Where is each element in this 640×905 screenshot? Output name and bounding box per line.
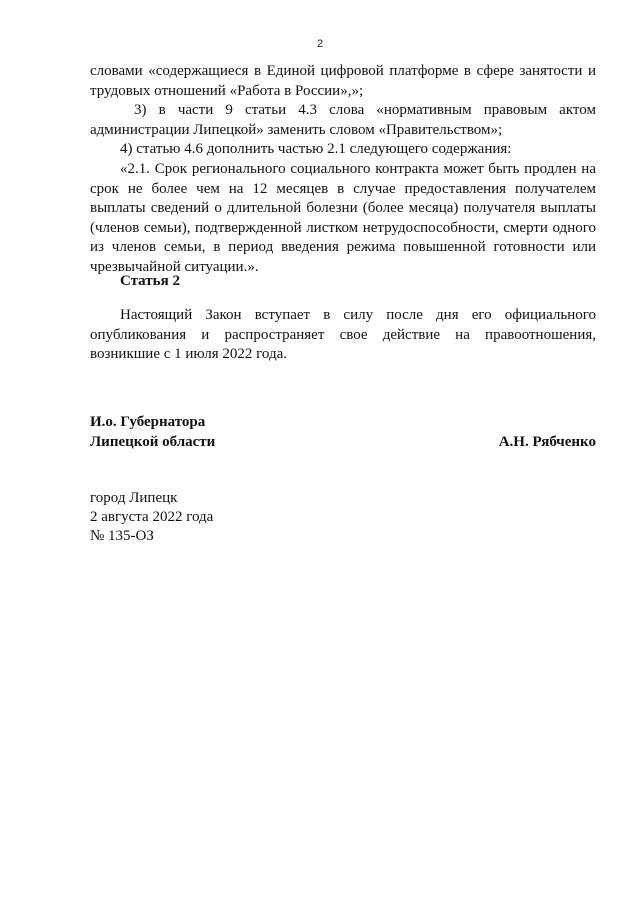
document-footer (90, 489, 213, 546)
amendment-paragraph-2: 3) в части 9 статьи 4.3 слова «нормативным правовым актом администрации Липецкой» заменить словом «Правительством»; (90, 102, 596, 138)
amendment-paragraph-4: «2.1. Срок регионального социального контракта может быть продлен на срок не более чем на 12 месяцев в случае предоставления получателем выплаты сведений о длительной болезни (более месяца) получателя выплаты (членов семьи), подтвержденной листком нетрудоспособности, смерти одного из членов семьи, в период введения режима повышенной готовности или чрезвычайной ситуации.». (90, 160, 596, 275)
footer-date: 2 августа 2022 года (90, 509, 214, 525)
signatory-position-line-1: И.о. Губернатора (90, 414, 206, 430)
amendments-section (90, 62, 596, 278)
footer-city: город Липецк (90, 490, 178, 506)
signatory-name: А.Н. Рябченко (498, 434, 596, 450)
signature-row (90, 432, 596, 452)
page-number: 2 (316, 38, 324, 50)
article-body (90, 306, 596, 365)
footer-law-number: № 135-ОЗ (90, 528, 154, 544)
article-text: Настоящий Закон вступает в силу после дня его официального опубликования и распространяет свое действие на правоотношения, возникшие с 1 июля 2022 года. (90, 307, 596, 363)
signature-block (90, 412, 596, 452)
amendment-paragraph-1: словами «содержащиеся в Единой цифровой платформе в сфере занятости и трудовых отношений «Работа в России»,»; (90, 63, 596, 99)
article-heading: Статья 2 (120, 273, 180, 289)
amendment-paragraph-3: 4) статью 4.6 дополнить частью 2.1 следующего содержания: (120, 141, 512, 158)
signatory-position-line-2: Липецкой области (90, 434, 216, 450)
